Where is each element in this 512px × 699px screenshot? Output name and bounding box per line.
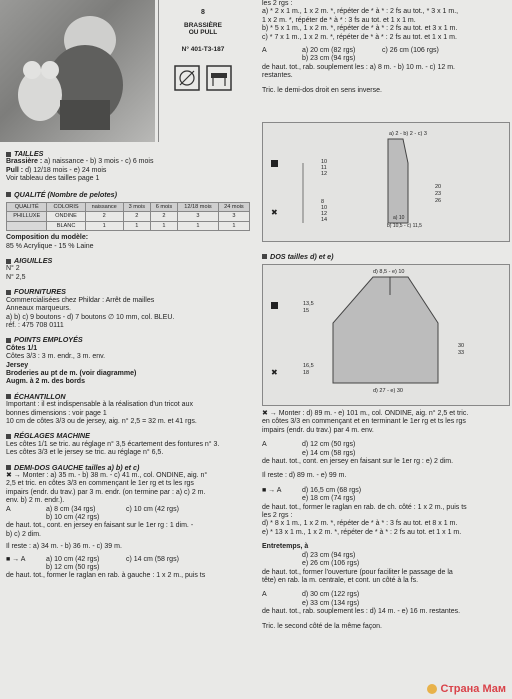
bullet-square-icon: [6, 338, 11, 343]
tailles-line-1: Brassière : a) naissance - b) 3 mois - c) 6 mois: [6, 158, 154, 166]
dos-line-21: de haut. tot., rab. souplement les : d) 14 m. - e) 16 m. restantes.: [262, 608, 461, 616]
cross-marker-icon: ✖: [271, 368, 278, 377]
demi-dos-schematic: [263, 123, 509, 241]
dos-line-11: les 2 rgs :: [262, 512, 293, 520]
d2-left-top-1: 13,5: [303, 301, 314, 307]
points-line-1: Côtes 1/1: [6, 344, 38, 352]
baby-photo-illustration: [0, 0, 155, 142]
d2-right-1: 30: [458, 343, 465, 349]
d1-left-bottom-2: 10: [321, 205, 328, 211]
top-line-1: les 2 rgs :: [262, 0, 293, 7]
bullet-square-icon: [6, 465, 11, 470]
echantillon-heading: ÉCHANTILLON: [6, 393, 252, 401]
pattern-header: [158, 0, 247, 142]
dos-line-4: A d) 12 cm (50 rgs): [262, 441, 356, 449]
demidos-line-9: Il reste : a) 34 m. - b) 36 m. - c) 39 m.: [6, 543, 122, 551]
d1-bottom-1: a) 10: [393, 215, 405, 221]
top-line-3: 1 x 2 m. *, répéter de * à * : 3 fs au tot. et 1 x 1 m.: [262, 16, 416, 24]
composition-title: Composition du modèle:: [6, 234, 89, 242]
demidos-line-10: ■ → A a) 10 cm (42 rgs) c) 14 cm (58 rgs): [6, 555, 179, 563]
dos-line-12: d) * 8 x 1 m., 1 x 2 m. *, répéter de * à * : 3 fs au tot. et 8 x 1 m.: [262, 520, 458, 528]
d2-top-label: d) 8,5 - e) 10: [373, 269, 405, 275]
dos-line-16: e) 26 cm (106 rgs): [302, 560, 360, 568]
d1-left-bottom-4: 14: [321, 217, 328, 223]
yarn-table-header: QUALITÉ COLORIS naissance 3 mois 6 mois 12/18 mois 24 mois: [7, 203, 250, 212]
bullet-square-icon: [6, 259, 11, 264]
d1-left-top-2: 11: [321, 165, 327, 171]
bullet-square-icon: [6, 394, 11, 399]
right-column: [262, 0, 508, 95]
dos-line-15: d) 23 cm (94 rgs): [302, 551, 356, 559]
dos-line-20: e) 33 cm (134 rgs): [302, 599, 360, 607]
pattern-number: 8: [201, 9, 205, 16]
machine-knitting-icon: [206, 65, 232, 91]
dos-line-18: tête) en rab. la m. centrale, et cont. un côté à la fs.: [262, 576, 419, 584]
aiguilles-line-1: N° 2: [6, 265, 20, 273]
top-line-5: c) * 7 x 1 m., 1 x 2 m. *, répéter de * à * : 2 fs au tot. et 1 x 1 m.: [262, 33, 457, 41]
left-column: [6, 150, 252, 581]
fournitures-line-2: Anneaux marqueurs.: [6, 305, 71, 313]
top-line-4: b) * 5 x 1 m., 1 x 2 m. *, répéter de * à * : 2 fs au tot. et 3 x 1 m.: [262, 25, 458, 33]
demidos-line-2: 2,5 et tric. en côtes 3/3 en commençant le 1er rg et ts les rgs: [6, 480, 194, 488]
dos-instructions: [262, 410, 508, 631]
points-line-2: Côtes 3/3 : 3 m. endr., 3 m. env.: [6, 353, 106, 361]
reglages-heading: RÉGLAGES MACHINE: [6, 432, 252, 440]
d1-left-bottom-1: 8: [321, 199, 325, 205]
demidos-line-12: de haut. tot., former le raglan en rab. à gauche : 1 x 2 m., puis ts: [6, 572, 206, 580]
top-line-9: restantes.: [262, 72, 293, 80]
dos-schematic: [263, 265, 509, 405]
dos-line-3: impairs (endr. du trav.) par 4 m. env.: [262, 426, 374, 434]
d2-left-bottom-2: 18: [303, 370, 310, 376]
dos-line-14: Entretemps, à: [262, 543, 309, 551]
demidos-line-4: env. b) 2 m. endr.).: [6, 497, 65, 505]
yarn-table: [6, 202, 250, 231]
dos-line-10: de haut. tot., former le raglan en rab. de ch. côté : 1 x 2 m., puis ts: [262, 503, 467, 511]
dos-line-13: e) * 13 x 1 m., 1 x 2 m. *, répéter de * à * : 2 fs au tot. et 1 x 1 m.: [262, 528, 462, 536]
reglages-line-2: Les côtes 3/3 et le jersey se tric. au réglage n° 6,5.: [6, 449, 164, 457]
points-line-3: Jersey: [6, 361, 29, 369]
points-line-4: Broderies au pt de m. (voir diagramme): [6, 369, 137, 377]
tailles-heading: TAILLES: [6, 150, 252, 158]
dos-line-2: en côtes 3/3 en commençant et en terminant le 1er rg et ts les rgs: [262, 418, 466, 426]
echantillon-line-2: bonnes dimensions : voir page 1: [6, 409, 107, 417]
dos-line-5: e) 14 cm (58 rgs): [302, 449, 356, 457]
reglages-line-1: Les côtes 1/1 se tric. au réglage n° 3,5 écartement des fontures n° 3.: [6, 440, 220, 448]
demi-dos-diagram: [262, 122, 510, 242]
pattern-ref: N° 401-T3-187: [181, 46, 225, 53]
demidos-line-7: de haut. tot., cont. en jersey en faisant sur le 1er rg : 1 dim. -: [6, 522, 194, 530]
echantillon-line-3: 10 cm de côtes 3/3 ou de jersey, aig. n° 2,5 = 32 m. et 41 rgs.: [6, 417, 197, 425]
cross-marker-icon: ✖: [271, 208, 278, 217]
dos-line-7: Il reste : d) 89 m. - e) 99 m.: [262, 472, 347, 480]
d1-right-1: 20: [435, 184, 442, 190]
d2-bottom: d) 27 - e) 30: [373, 388, 403, 394]
bullet-square-icon: [262, 254, 267, 259]
d2-right-2: 33: [458, 350, 465, 356]
d1-left-bottom-3: 12: [321, 211, 328, 217]
fournitures-line-4: réf. : 475 708 0111: [6, 321, 64, 329]
d1-left-top-1: 10: [321, 159, 328, 165]
d1-right-3: 26: [435, 198, 442, 204]
pattern-title-1: BRASSIÈRE: [184, 22, 222, 29]
technique-icons: [159, 65, 247, 91]
fournitures-heading: FOURNITURES: [6, 288, 252, 296]
d1-bottom-2: b) 10,5 - c) 11,5: [387, 223, 422, 229]
demidos-line-1: ✖ → Monter : a) 35 m. - b) 38 m. - c) 41 m., col. ONDINE, aig. n°: [6, 472, 208, 479]
dos-line-9: e) 18 cm (74 rgs): [302, 495, 356, 503]
d1-left-top-3: 12: [321, 171, 328, 177]
top-line-10: Tric. le demi-dos droit en sens inverse.: [262, 86, 382, 94]
echantillon-line-1: Important : il est indispensable à la réalisation d'un tricot aux: [6, 401, 193, 409]
dos-line-1: ✖ → Monter : d) 89 m. - e) 101 m., col. ONDINE, aig. n° 2,5 et tric.: [262, 410, 469, 417]
points-line-5: Augm. à 2 m. des bords: [6, 378, 85, 386]
square-marker-icon: [271, 302, 278, 309]
top-line-7: b) 23 cm (94 rgs): [302, 55, 356, 63]
dos-line-22: Tric. le second côté de la même façon.: [262, 622, 382, 630]
bullet-square-icon: [6, 290, 11, 295]
tailles-line-3: Voir tableau des tailles page 1: [6, 175, 100, 183]
dos-diagram: [262, 264, 510, 406]
fournitures-line-3: a) b) c) 9 boutons - d) 7 boutons ∅ 10 mm, col. BLEU.: [6, 313, 175, 321]
d2-left-bottom-1: 16,5: [303, 363, 314, 369]
qualite-heading: QUALITÉ (Nombre de pelotes): [6, 191, 252, 199]
watermark-logo: Страна Мам: [427, 683, 506, 695]
demidos-line-11: b) 12 cm (50 rgs): [46, 564, 100, 572]
top-line-2: a) * 2 x 1 m., 1 x 2 m. *, répéter de * à * : 2 fs au tot., * 3 x 1 m.,: [262, 8, 459, 16]
bullet-square-icon: [6, 434, 11, 439]
demidos-line-6: b) 10 cm (42 rgs): [46, 514, 100, 522]
points-heading: POINTS EMPLOYÉS: [6, 336, 252, 344]
d1-right-2: 23: [435, 191, 442, 197]
square-marker-icon: [271, 160, 278, 167]
aiguilles-line-2: N° 2,5: [6, 273, 26, 281]
aiguilles-heading: AIGUILLES: [6, 257, 252, 265]
table-row: BLANC 1 1 1 1 1: [7, 221, 250, 230]
composition-text: 85 % Acrylique - 15 % Laine: [6, 242, 94, 250]
baby-photo: [0, 0, 155, 142]
top-line-6: A a) 20 cm (82 rgs) c) 26 cm (106 rgs): [262, 47, 439, 55]
dos-line-17: de haut. tot., former l'ouverture (pour faciliter le passage de la: [262, 568, 453, 576]
top-line-8: de haut. tot., rab. souplement les : a) 8 m. - b) 10 m. - c) 12 m.: [262, 63, 455, 71]
table-row: PHILLUXE ONDINE 2 2 2 3 3: [7, 212, 250, 221]
tailles-line-2: Pull : d) 12/18 mois - e) 24 mois: [6, 166, 107, 174]
demidos-line-5: A a) 8 cm (34 rgs) c) 10 cm (42 rgs): [6, 505, 179, 513]
watermark-icon: [427, 684, 437, 694]
d2-left-top-2: 15: [303, 308, 310, 314]
pattern-title-2: OU PULL: [188, 29, 218, 36]
dos-line-8: ■ → A d) 16,5 cm (68 rgs): [262, 486, 362, 494]
fournitures-line-1: Commercialisées chez Phildar : Arrêt de mailles: [6, 296, 155, 304]
dos-line-19: A d) 30 cm (122 rgs): [262, 591, 360, 599]
bullet-square-icon: [6, 192, 11, 197]
bullet-square-icon: [6, 152, 11, 157]
d1-top-label: a) 2 - b) 2 - c) 3: [389, 131, 427, 137]
hand-knitting-icon: [174, 65, 200, 91]
demidos-line-3: impairs (endr. du trav.) par 3 m. endr. (on termine par : a) c) 2 m.: [6, 488, 206, 496]
dos-line-6: de haut. tot., cont. en jersey en faisant sur le 1er rg : e) 2 dim.: [262, 458, 454, 466]
demidos-heading: DEMI-DOS GAUCHE tailles a) b) et c): [6, 464, 252, 472]
demidos-line-8: b) c) 2 dim.: [6, 530, 42, 538]
dos-heading: DOS tailles d) et e): [262, 252, 334, 261]
